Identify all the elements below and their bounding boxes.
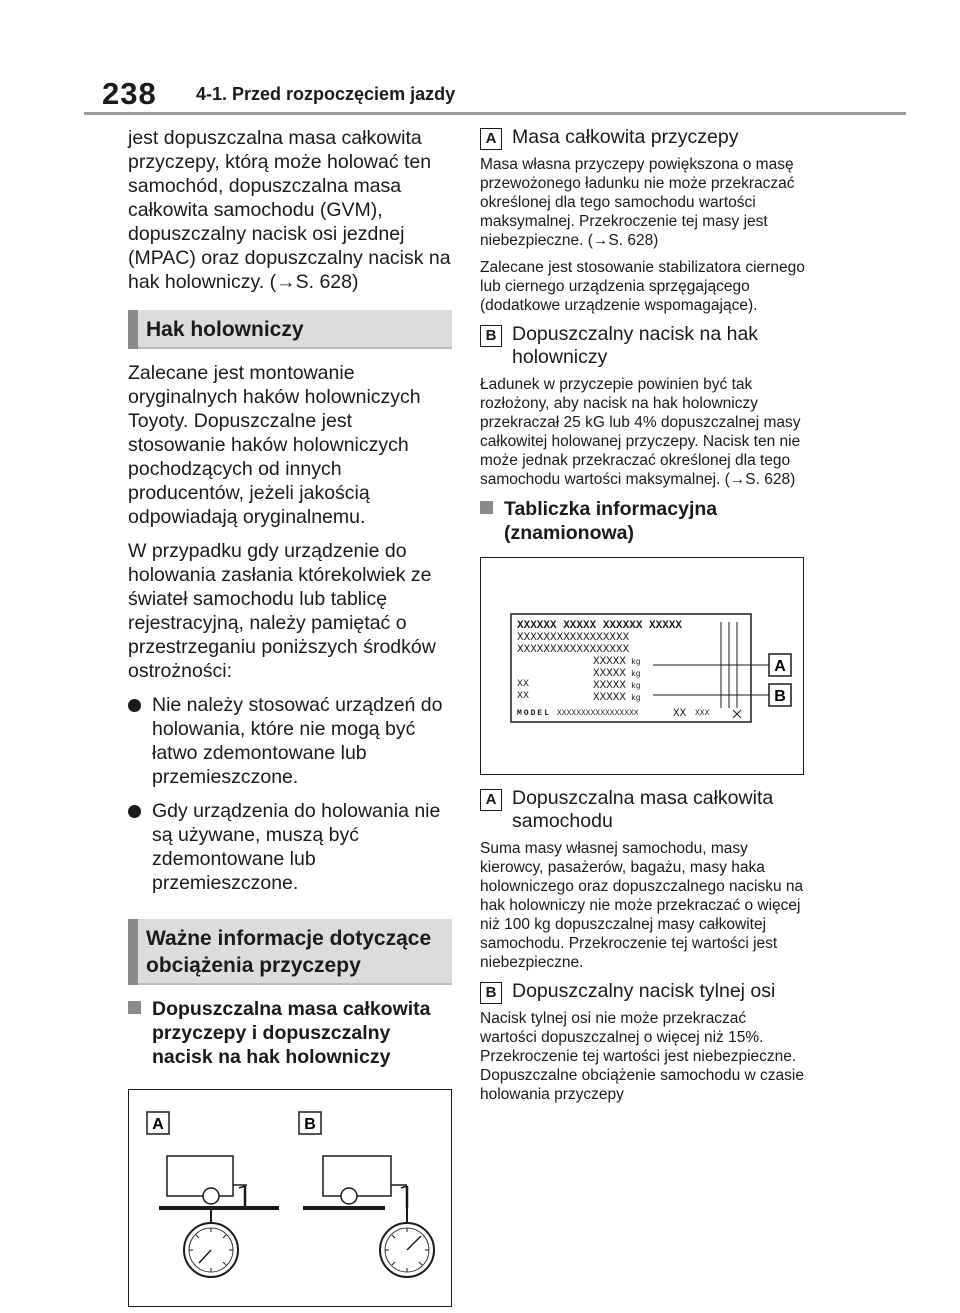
letter-a-badge: A: [480, 789, 502, 811]
label-b: B: [304, 1116, 316, 1133]
subheading-text: Tabliczka informacyjna (znamionowa): [504, 498, 718, 544]
bullet-dot-icon: [128, 805, 141, 818]
item-hook-load: [480, 323, 806, 369]
plate-xx-1: XX: [517, 679, 530, 690]
bullet-text: Gdy urządzenia do holowania nie są używane, muszą być zdemontowane lub przemieszczone.: [152, 800, 441, 894]
item-title: Dopuszczalna masa całkowita samochodu: [512, 787, 774, 832]
plate-xx-2: XX: [517, 691, 530, 702]
scale-gauge-b-icon: [380, 1223, 434, 1277]
right-column: [480, 126, 806, 1112]
plate-weight-2: XXXXX: [593, 668, 627, 680]
paragraph-precautions: W przypadku gdy urządzenie do holowania zasłania którekolwiek ze świateł samochodu lub tablicę rejestracyjną, należy pamiętać o przestrzeganiu poniższych środków ostrożności:: [128, 540, 436, 682]
item-rear-axle-load: [480, 980, 806, 1003]
plate-model-xx: XX: [673, 708, 687, 720]
trailer-weight-illustration: [129, 1090, 451, 1306]
bullet-text: Nie należy stosować urządzeń do holowania, które nie mogą być łatwo zdemontowane lub przemieszczone.: [152, 694, 443, 788]
plate-kg-1: kg: [631, 658, 641, 667]
square-bullet-icon: [128, 1001, 141, 1014]
item-title: Dopuszczalny nacisk na hak holowniczy: [512, 323, 759, 368]
plate-kg-4: kg: [631, 694, 641, 703]
plate-kg-3: kg: [631, 682, 641, 691]
item-trailer-total-mass: [480, 126, 806, 149]
intro-paragraph: jest dopuszczalna masa całkowita przyczepy, którą może holować ten samochód, dopuszczalna masa całkowita samochodu (GVM), dopuszczalny nacisk osi jezdnej (MPAC) oraz dopuszczalny nacisk na hak holowniczy. (→S. 628): [128, 127, 451, 293]
plate-row-2: XXXXXXXXXXXXXXXXX: [517, 632, 630, 644]
info-plate-figure: [480, 557, 804, 775]
paragraph-stabilizer: Zalecane jest stosowanie stabilizatora ciernego lub ciernego urządzenia sprzęgającego (dodatkowe urządzenie wspomagające).: [480, 259, 805, 314]
square-bullet-icon: [480, 501, 493, 514]
item-title: Masa całkowita przyczepy: [512, 126, 739, 148]
plate-row-1: XXXXXX XXXXX XXXXXX XXXXX: [517, 620, 683, 632]
letter-a-badge: A: [480, 128, 502, 150]
plate-kg-2: kg: [631, 670, 641, 679]
subheading-text: Dopuszczalna masa całkowita przyczepy i dopuszczalny nacisk na hak holowniczy: [152, 998, 431, 1068]
info-plate-illustration: [481, 558, 803, 774]
callout-b: B: [774, 688, 786, 705]
paragraph-trailer-mass: Masa własna przyczepy powiększona o masę przewożonego ładunku nie może przekraczać określonej dla tego samochodu wartości maksymalnej. Przekroczenie tej masy jest niebezpieczne. (→S. 628): [480, 156, 795, 249]
subheading-info-plate: [480, 497, 806, 545]
item-title: Dopuszczalny nacisk tylnej osi: [512, 980, 776, 1002]
trailer-weight-figure: [128, 1089, 452, 1307]
plate-weight-3: XXXXX: [593, 680, 627, 692]
paragraph-original-hooks: Zalecane jest montowanie oryginalnych haków holowniczych Toyoty. Dopuszczalne jest stosowanie haków holowniczych pochodzących od innych producentów, jeżeli jakością odpowiadają oryginalnemu.: [128, 362, 421, 528]
subheading-trailer-mass: [128, 997, 452, 1069]
bullet-item: [128, 693, 452, 789]
paragraph-vehicle-mass: Suma masy własnej samochodu, masy kierowcy, pasażerów, bagażu, masy haka holowniczego oraz dopuszczalnego nacisku na hak holowniczy nie może przekraczać o więcej niż 100 kg dopuszczalnej masy całkowitej samochodu. Przekroczenie tej wartości jest niebezpieczne.: [480, 840, 804, 971]
scale-gauge-a-icon: [184, 1223, 238, 1277]
item-vehicle-total-mass: [480, 787, 806, 833]
header-divider: [84, 112, 906, 115]
plate-weight-4: XXXXX: [593, 692, 627, 704]
paragraph-rear-axle: Nacisk tylnej osi nie może przekraczać wartości dopuszczalnej o więcej niż 15%. Przekroczenie tej wartości jest niebezpieczne. Dopuszczalne obciążenie samochodu w czasie holowania przyczepy: [480, 1010, 804, 1103]
label-a: A: [152, 1116, 164, 1133]
trailer-a-icon: [159, 1156, 279, 1222]
paragraph-hook-load: Ładunek w przyczepie powinien być tak rozłożony, aby nacisk na hak holowniczy przekraczał 25 kG lub 4% dopuszczalnej masy całkowitej holowanej przyczepy. Nacisk ten nie może jednak przekraczać określonej dla tego samochodu wartości maksymalnej. (→S. 628): [480, 376, 801, 488]
section-title-trailer-load: Ważne informacje dotyczące obciążenia przyczepy: [128, 919, 452, 985]
plate-vertical-code: [721, 622, 741, 718]
plate-row-3: XXXXXXXXXXXXXXXXX: [517, 644, 630, 656]
plate-model-xxx: XXX: [695, 709, 710, 718]
plate-model-label: MODEL: [517, 709, 552, 718]
letter-b-badge: B: [480, 982, 502, 1004]
plate-weight-1: XXXXX: [593, 656, 627, 668]
page-number: 238: [102, 76, 157, 111]
bullet-item: [128, 799, 452, 895]
callout-a: A: [774, 658, 786, 675]
left-column: [128, 126, 452, 1307]
trailer-b-icon: [303, 1156, 407, 1222]
chapter-title: 4-1. Przed rozpoczęciem jazdy: [196, 84, 456, 104]
plate-model-value: XXXXXXXXXXXXXXXXX: [557, 709, 639, 718]
section-title-tow-hook: Hak holowniczy: [128, 310, 452, 349]
bullet-dot-icon: [128, 699, 141, 712]
letter-b-badge: B: [480, 325, 502, 347]
page-header: [0, 0, 960, 118]
